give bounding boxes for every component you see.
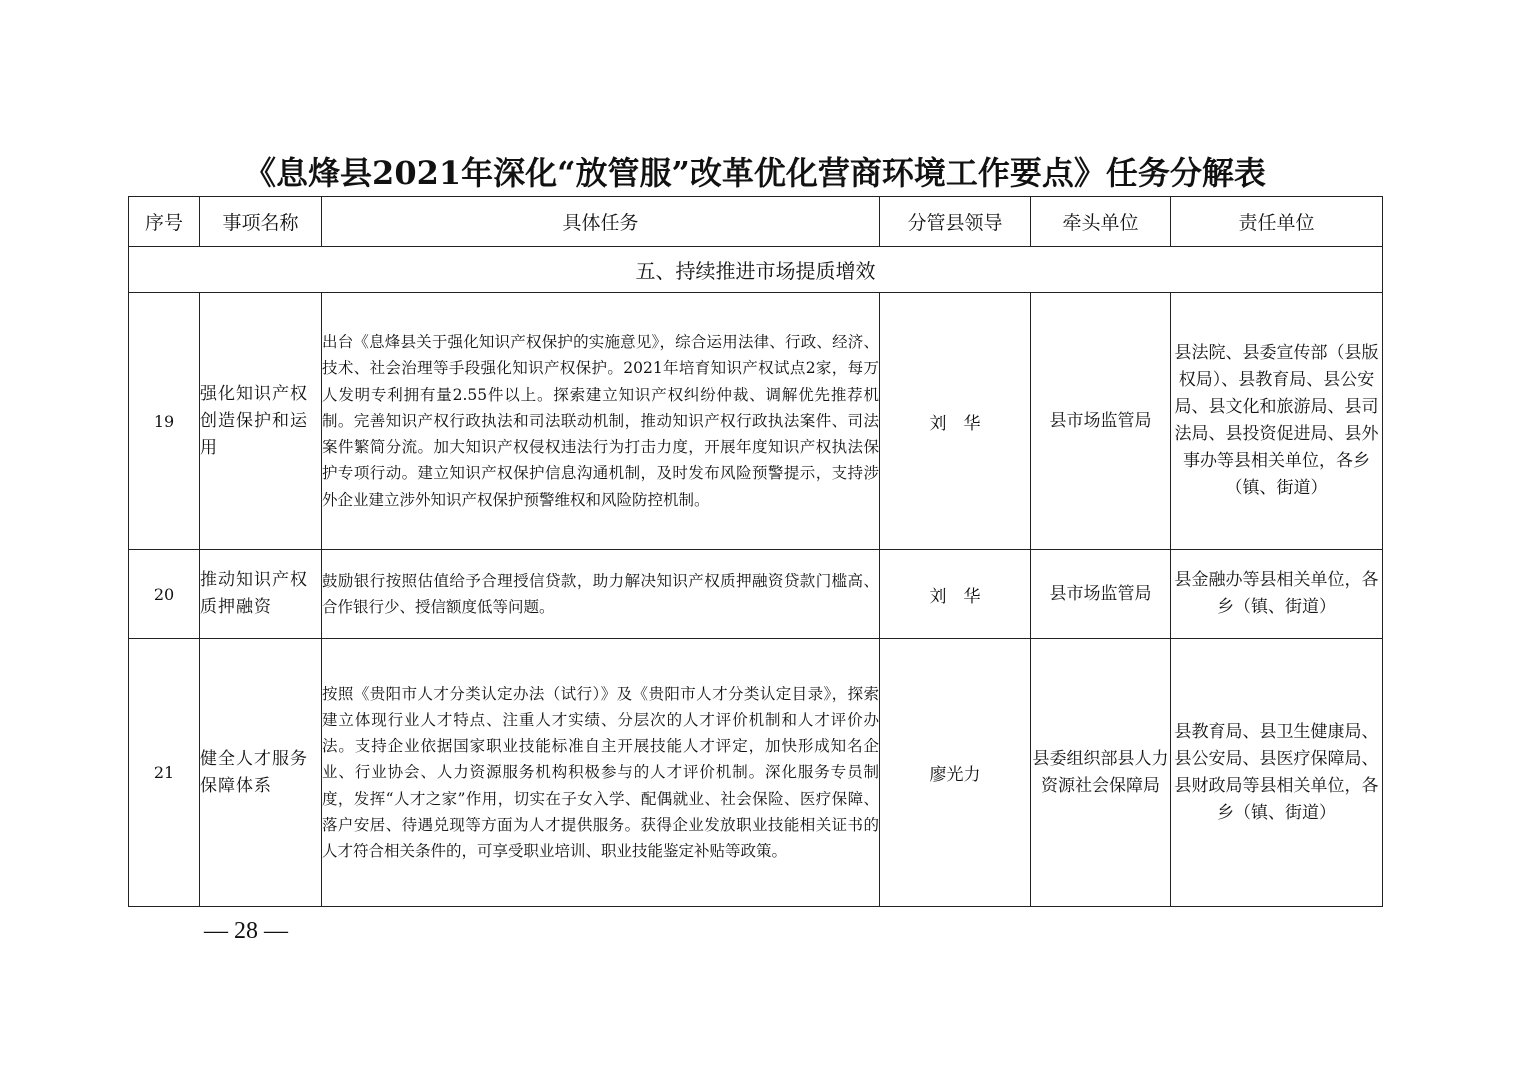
header-item: 事项名称 bbox=[200, 197, 322, 247]
row-no: 21 bbox=[129, 639, 200, 907]
row-resp-unit: 县金融办等县相关单位，各乡（镇、街道） bbox=[1171, 550, 1383, 639]
row-resp-unit: 县教育局、县卫生健康局、县公安局、县医疗保障局、县财政局等县相关单位，各乡（镇、街道） bbox=[1171, 639, 1383, 907]
row-task: 按照《贵阳市人才分类认定办法（试行）》及《贵阳市人才分类认定目录》，探索建立体现行业人才特点、注重人才实绩、分层次的人才评价机制和人才评价办法。支持企业依据国家职业技能标准自主开展技能人才评定，加快形成知名企业、行业协会、人力资源服务机构积极参与的人才评价机制。深化服务专员制度，发挥“人才之家”作用，切实在子女入学、配偶就业、社会保险、医疗保障、落户安居、待遇兑现等方面为人才提供服务。获得企业发放职业技能相关证书的人才符合相关条件的，可享受职业培训、职业技能鉴定补贴等政策。 bbox=[322, 639, 880, 907]
row-leader: 刘 华 bbox=[880, 550, 1031, 639]
row-leader: 刘 华 bbox=[880, 293, 1031, 550]
row-item: 强化知识产权创造保护和运用 bbox=[200, 293, 322, 550]
row-no: 19 bbox=[129, 293, 200, 550]
row-lead-unit: 县市场监管局 bbox=[1031, 293, 1171, 550]
header-task: 具体任务 bbox=[322, 197, 880, 247]
row-lead-unit: 县委组织部县人力资源社会保障局 bbox=[1031, 639, 1171, 907]
row-resp-unit: 县法院、县委宣传部（县版权局）、县教育局、县公安局、县文化和旅游局、县司法局、县投资促进局、县外事办等县相关单位，各乡（镇、街道） bbox=[1171, 293, 1383, 550]
header-lead-unit: 牵头单位 bbox=[1031, 197, 1171, 247]
document-title: 《息烽县2021年深化“放管服”改革优化营商环境工作要点》任务分解表 bbox=[244, 154, 1266, 192]
section-title: 五、持续推进市场提质增效 bbox=[129, 247, 1383, 293]
row-item: 健全人才服务保障体系 bbox=[200, 639, 322, 907]
section-row bbox=[129, 247, 1383, 293]
table-row bbox=[129, 550, 1383, 639]
header-leader: 分管县领导 bbox=[880, 197, 1031, 247]
table-row bbox=[129, 639, 1383, 907]
row-task: 鼓励银行按照估值给予合理授信贷款，助力解决知识产权质押融资贷款门槛高、合作银行少、授信额度低等问题。 bbox=[322, 550, 880, 639]
table-row bbox=[129, 293, 1383, 550]
row-leader: 廖光力 bbox=[880, 639, 1031, 907]
row-task: 出台《息烽县关于强化知识产权保护的实施意见》，综合运用法律、行政、经济、技术、社会治理等手段强化知识产权保护。2021年培育知识产权试点2家，每万人发明专利拥有量2.55件以上。探索建立知识产权纠纷仲裁、调解优先推荐机制。完善知识产权行政执法和司法联动机制，推动知识产权行政执法案件、司法案件繁简分流。加大知识产权侵权违法行为打击力度，开展年度知识产权执法保护专项行动。建立知识产权保护信息沟通机制，及时发布风险预警提示，支持涉外企业建立涉外知识产权保护预警维权和风险防控机制。 bbox=[322, 293, 880, 550]
page-number: — 28 — bbox=[204, 918, 288, 944]
task-table bbox=[128, 196, 1383, 907]
row-lead-unit: 县市场监管局 bbox=[1031, 550, 1171, 639]
header-row bbox=[129, 197, 1383, 247]
header-resp-unit: 责任单位 bbox=[1171, 197, 1383, 247]
row-item: 推动知识产权质押融资 bbox=[200, 550, 322, 639]
row-no: 20 bbox=[129, 550, 200, 639]
header-no: 序号 bbox=[129, 197, 200, 247]
